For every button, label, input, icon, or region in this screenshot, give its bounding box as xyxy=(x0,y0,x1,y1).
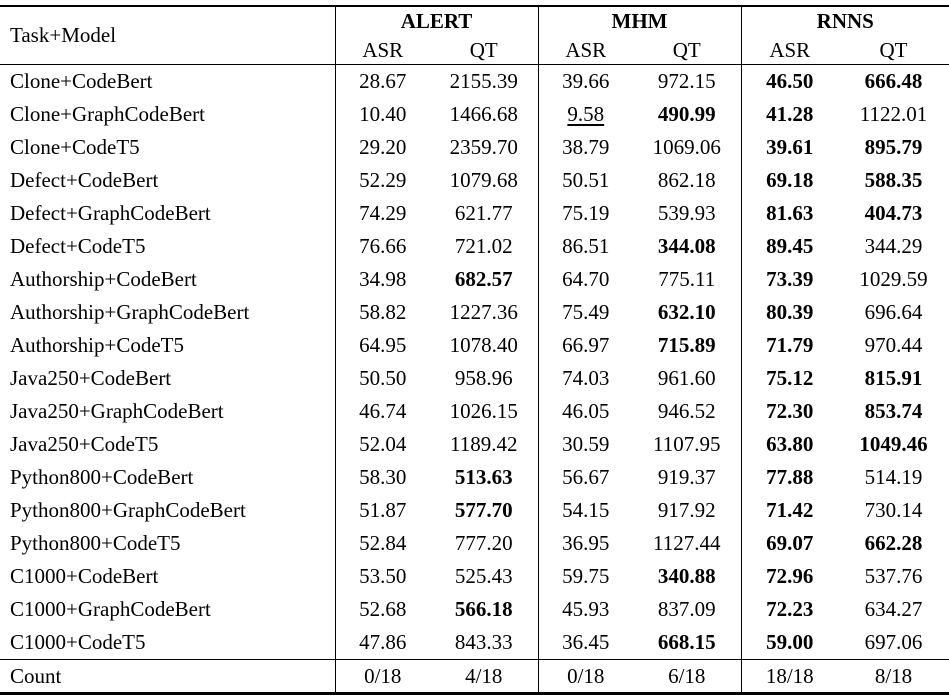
table-row xyxy=(0,131,949,164)
value-cell: 89.45 xyxy=(741,230,838,263)
row-label: Clone+GraphCodeBert xyxy=(10,102,205,126)
value-cell: 74.29 xyxy=(335,197,430,230)
value-cell: 775.11 xyxy=(658,267,716,291)
value-cell: 39.61 xyxy=(741,131,838,164)
count-row xyxy=(0,660,949,694)
subheader-rnns-asr: ASR xyxy=(741,36,838,65)
value-cell: 1466.68 xyxy=(449,102,518,126)
value-cell: 577.70 xyxy=(454,498,513,522)
value-cell: 80.39 xyxy=(741,296,838,329)
value-cell: 45.93 xyxy=(538,593,633,626)
value-cell: 9.58 xyxy=(538,98,633,131)
value-cell: 696.64 xyxy=(864,300,923,324)
value-cell: 666.48 xyxy=(864,69,923,93)
value-cell: 697.06 xyxy=(864,630,923,654)
value-cell: 340.88 xyxy=(657,564,716,588)
value-cell: 38.79 xyxy=(538,131,633,164)
table-row xyxy=(0,560,949,593)
table-row xyxy=(0,164,949,197)
value-cell: 75.19 xyxy=(538,197,633,230)
subheader-mhm-asr: ASR xyxy=(538,36,633,65)
value-cell: 81.63 xyxy=(741,197,838,230)
table-row xyxy=(0,329,949,362)
table-row xyxy=(0,98,949,131)
value-cell: 862.18 xyxy=(657,168,716,192)
value-cell: 404.73 xyxy=(864,201,923,225)
value-cell: 72.30 xyxy=(741,395,838,428)
table-body xyxy=(0,65,949,660)
value-cell: 730.14 xyxy=(864,498,923,522)
row-label: Authorship+CodeBert xyxy=(10,267,197,291)
table-row xyxy=(0,428,949,461)
value-cell: 52.68 xyxy=(335,593,430,626)
table-row xyxy=(0,296,949,329)
row-label: Python800+CodeBert xyxy=(10,465,194,489)
value-cell: 50.51 xyxy=(538,164,633,197)
value-cell: 50.50 xyxy=(335,362,430,395)
value-cell: 919.37 xyxy=(657,465,716,489)
value-cell: 71.79 xyxy=(741,329,838,362)
table-row xyxy=(0,593,949,626)
value-cell: 1079.68 xyxy=(449,168,518,192)
value-cell: 47.86 xyxy=(335,626,430,660)
value-cell: 29.20 xyxy=(335,131,430,164)
value-cell: 1069.06 xyxy=(652,135,721,159)
table-row xyxy=(0,461,949,494)
value-cell: 1122.01 xyxy=(859,102,928,126)
value-cell: 2155.39 xyxy=(449,69,518,93)
table-row xyxy=(0,395,949,428)
group-header-mhm: MHM xyxy=(538,6,741,36)
value-cell: 344.08 xyxy=(657,234,716,258)
table-row xyxy=(0,362,949,395)
value-cell: 59.00 xyxy=(741,626,838,660)
value-cell: 28.67 xyxy=(335,65,430,99)
table-row xyxy=(0,494,949,527)
value-cell: 2359.70 xyxy=(449,135,518,159)
value-cell: 64.70 xyxy=(538,263,633,296)
value-cell: 36.95 xyxy=(538,527,633,560)
table-header xyxy=(0,6,949,65)
value-cell: 777.20 xyxy=(454,531,513,555)
table-row xyxy=(0,263,949,296)
value-cell: 1078.40 xyxy=(449,333,518,357)
value-cell: 1227.36 xyxy=(449,300,518,324)
table-row xyxy=(0,626,949,660)
value-cell: 72.96 xyxy=(741,560,838,593)
value-cell: 0/18 xyxy=(538,660,633,694)
value-cell: 1127.44 xyxy=(653,531,721,555)
value-cell: 52.84 xyxy=(335,527,430,560)
value-cell: 86.51 xyxy=(538,230,633,263)
value-cell: 682.57 xyxy=(454,267,513,291)
group-header-alert: ALERT xyxy=(335,6,538,36)
value-cell: 75.12 xyxy=(741,362,838,395)
row-label: C1000+CodeBert xyxy=(10,564,159,588)
row-label: Defect+GraphCodeBert xyxy=(10,201,211,225)
value-cell: 30.59 xyxy=(538,428,633,461)
row-label: Authorship+CodeT5 xyxy=(10,333,184,357)
row-label: Java250+GraphCodeBert xyxy=(10,399,224,423)
value-cell: 34.98 xyxy=(335,263,430,296)
value-cell: 72.23 xyxy=(741,593,838,626)
value-cell: 63.80 xyxy=(741,428,838,461)
value-cell: 59.75 xyxy=(538,560,633,593)
value-cell: 74.03 xyxy=(538,362,633,395)
row-label: C1000+CodeT5 xyxy=(10,630,146,654)
value-cell: 71.42 xyxy=(741,494,838,527)
value-cell: 961.60 xyxy=(657,366,716,390)
value-cell: 52.29 xyxy=(335,164,430,197)
table-row xyxy=(0,197,949,230)
table-footer xyxy=(0,660,949,694)
value-cell: 513.63 xyxy=(454,465,513,489)
row-label: Defect+CodeBert xyxy=(10,168,159,192)
value-cell: 18/18 xyxy=(741,660,838,694)
row-label: Python800+CodeT5 xyxy=(10,531,181,555)
value-cell: 514.19 xyxy=(864,465,923,489)
results-table xyxy=(0,5,949,695)
value-cell: 53.50 xyxy=(335,560,430,593)
value-cell: 837.09 xyxy=(657,597,716,621)
value-cell: 36.45 xyxy=(538,626,633,660)
value-cell: 1029.59 xyxy=(859,267,928,291)
table-row xyxy=(0,527,949,560)
subheader-alert-qt: QT xyxy=(430,36,538,65)
value-cell: 490.99 xyxy=(657,102,716,126)
row-label: Clone+CodeT5 xyxy=(10,135,140,159)
value-cell: 539.93 xyxy=(657,201,716,225)
value-cell: 1049.46 xyxy=(859,432,928,456)
value-cell: 77.88 xyxy=(741,461,838,494)
value-cell: 8/18 xyxy=(874,663,913,688)
value-cell: 54.15 xyxy=(538,494,633,527)
value-cell: 58.82 xyxy=(335,296,430,329)
subheader-mhm-qt: QT xyxy=(633,36,741,65)
value-cell: 588.35 xyxy=(864,168,923,192)
value-cell: 525.43 xyxy=(454,564,513,588)
value-cell: 46.74 xyxy=(335,395,430,428)
value-cell: 69.07 xyxy=(741,527,838,560)
value-cell: 634.27 xyxy=(864,597,923,621)
value-cell: 51.87 xyxy=(335,494,430,527)
value-cell: 73.39 xyxy=(741,263,838,296)
row-label: Authorship+GraphCodeBert xyxy=(10,300,250,324)
subheader-alert-asr: ASR xyxy=(335,36,430,65)
value-cell: 853.74 xyxy=(864,399,923,423)
value-cell: 64.95 xyxy=(335,329,430,362)
value-cell: 0/18 xyxy=(335,660,430,694)
value-cell: 69.18 xyxy=(741,164,838,197)
value-cell: 75.49 xyxy=(538,296,633,329)
value-cell: 721.02 xyxy=(454,234,513,258)
value-cell: 52.04 xyxy=(335,428,430,461)
value-cell: 39.66 xyxy=(538,65,633,99)
row-label: Clone+CodeBert xyxy=(10,69,153,93)
corner-header-task-model: Task+Model xyxy=(0,6,335,65)
value-cell: 970.44 xyxy=(864,333,923,357)
value-cell: 958.96 xyxy=(454,366,513,390)
value-cell: 715.89 xyxy=(657,333,716,357)
value-cell: 46.05 xyxy=(538,395,633,428)
value-cell: 566.18 xyxy=(454,597,513,621)
value-cell: 58.30 xyxy=(335,461,430,494)
table-row xyxy=(0,230,949,263)
row-label: Python800+GraphCodeBert xyxy=(10,498,246,522)
value-cell: 843.33 xyxy=(454,630,513,654)
value-cell: 1026.15 xyxy=(449,399,518,423)
value-cell: 56.67 xyxy=(538,461,633,494)
value-cell: 1189.42 xyxy=(450,432,518,456)
value-cell: 815.91 xyxy=(864,366,923,390)
value-cell: 344.29 xyxy=(864,234,923,258)
group-header-rnns: RNNS xyxy=(741,6,949,36)
value-cell: 917.92 xyxy=(657,498,716,522)
subheader-rnns-qt: QT xyxy=(838,36,949,65)
value-cell: 1107.95 xyxy=(653,432,721,456)
value-cell: 972.15 xyxy=(657,69,716,93)
row-label: Java250+CodeBert xyxy=(10,366,172,390)
count-row-label: Count xyxy=(10,663,62,688)
value-cell: 668.15 xyxy=(657,630,716,654)
value-cell: 10.40 xyxy=(335,98,430,131)
row-label: C1000+GraphCodeBert xyxy=(10,597,211,621)
value-cell: 895.79 xyxy=(864,135,923,159)
value-cell: 41.28 xyxy=(741,98,838,131)
row-label: Defect+CodeT5 xyxy=(10,234,146,258)
value-cell: 46.50 xyxy=(741,65,838,99)
value-cell: 537.76 xyxy=(864,564,923,588)
value-cell: 4/18 xyxy=(465,663,503,688)
value-cell: 662.28 xyxy=(864,531,923,555)
value-cell: 946.52 xyxy=(657,399,716,423)
value-cell: 66.97 xyxy=(538,329,633,362)
value-cell: 621.77 xyxy=(454,201,513,225)
value-cell: 76.66 xyxy=(335,230,430,263)
row-label: Java250+CodeT5 xyxy=(10,432,159,456)
value-cell: 6/18 xyxy=(668,663,706,688)
value-cell: 632.10 xyxy=(657,300,716,324)
table-row xyxy=(0,65,949,99)
